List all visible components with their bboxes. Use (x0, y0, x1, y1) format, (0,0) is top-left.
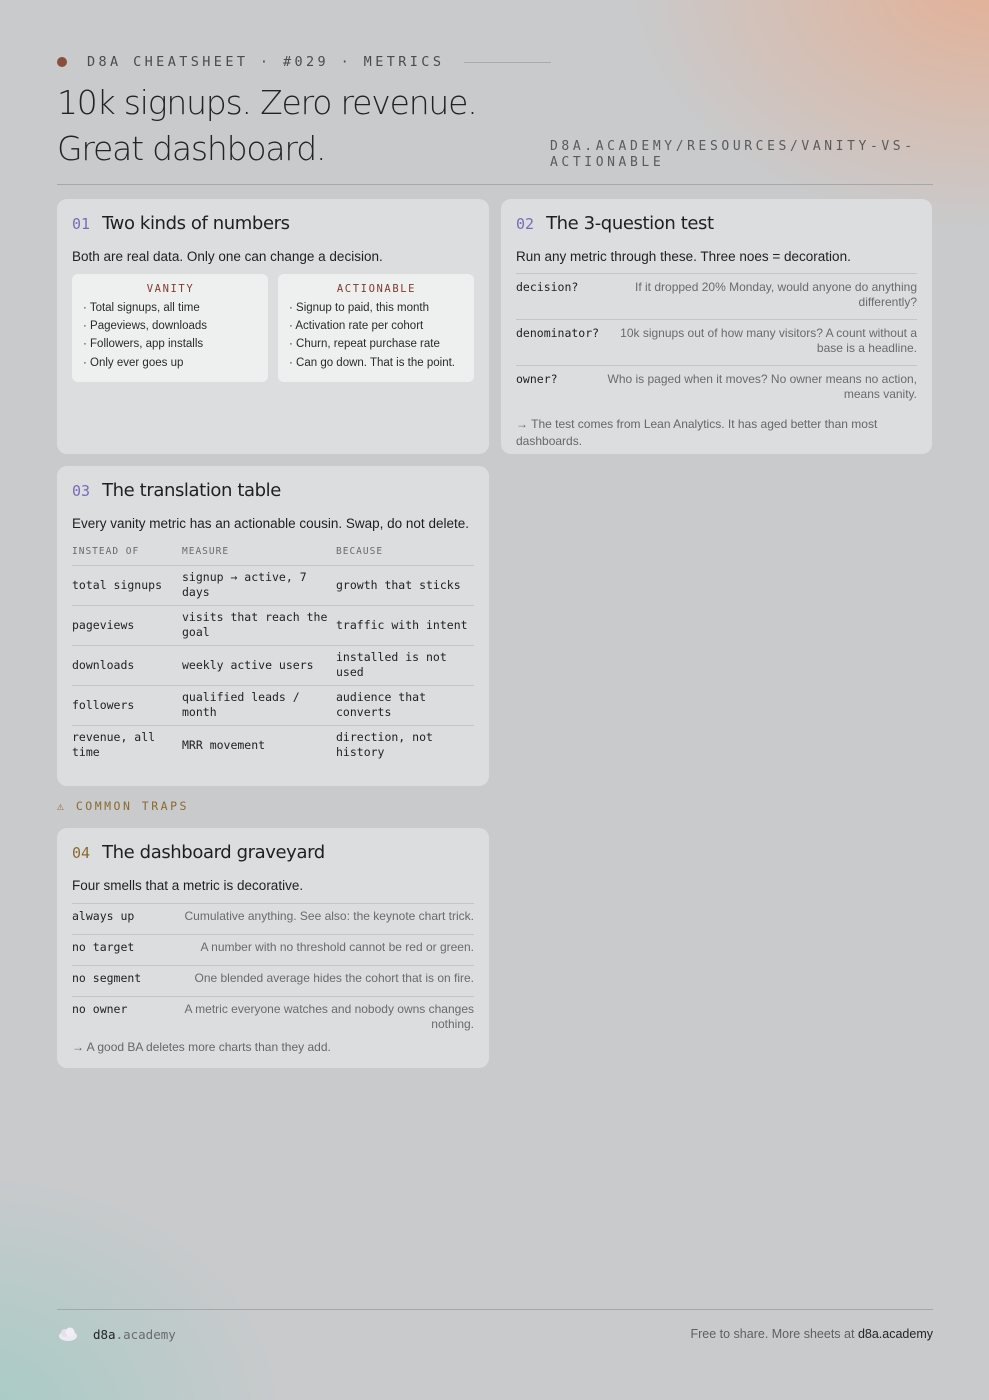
smell-key: no owner (72, 1002, 128, 1016)
smell-text: Cumulative anything. See also: the keynote chart trick. (184, 909, 474, 923)
table-row (72, 725, 474, 765)
card-number: 01 (72, 215, 91, 233)
list-item: · Pageviews, downloads (83, 320, 208, 333)
vanity-box (72, 274, 268, 382)
list-item: · Only ever goes up (83, 356, 184, 369)
card-number: 02 (516, 215, 535, 233)
table-cell: total signups (72, 565, 182, 605)
cloud-icon (57, 1326, 79, 1342)
card-note: → The test comes from Lean Analytics. It has aged better than most dashboards. (516, 417, 878, 448)
share-label: Free to share. More sheets at (690, 1327, 858, 1341)
card-title: The translation table (102, 480, 281, 501)
list-item (72, 996, 474, 1036)
kicker-divider (464, 62, 551, 63)
list-item (516, 365, 917, 411)
list-item: · Followers, app installs (83, 338, 204, 351)
resource-url[interactable]: D8A.ACADEMY/RESOURCES/VANITY-VS-ACTIONABLE (550, 139, 916, 170)
table-cell: audience that converts (336, 685, 474, 725)
smell-list (72, 903, 474, 1036)
question-text: Who is paged when it moves? No owner means no action, means vanity. (607, 372, 917, 401)
list-item: · Activation rate per cohort (289, 320, 424, 333)
card-three-question (501, 199, 932, 454)
column-header: MEASURE (182, 539, 336, 565)
share-text (690, 1327, 933, 1341)
brand-main: d8a (93, 1326, 116, 1342)
section-label-common-traps: ⚠ COMMON TRAPS (57, 799, 189, 813)
question-text: If it dropped 20% Monday, would anyone do anything differently? (635, 280, 917, 309)
table-row (72, 565, 474, 605)
header-divider (57, 184, 933, 185)
kicker-text: D8A CHEATSHEET · #029 · METRICS (87, 54, 445, 70)
translation-table (72, 539, 474, 765)
card-two-kinds (57, 199, 489, 454)
actionable-heading: ACTIONABLE (336, 283, 417, 295)
kicker (57, 54, 551, 70)
table-cell: revenue, all time (72, 730, 156, 760)
brand-name (93, 1327, 176, 1342)
card-subtitle: Four smells that a metric is decorative. (72, 878, 304, 893)
question-key: decision? (516, 280, 579, 294)
card-translation-table (57, 466, 489, 786)
table-cell: growth that sticks (336, 565, 474, 605)
column-header: INSTEAD OF (72, 539, 182, 565)
list-item (516, 319, 917, 365)
table-header-row (72, 539, 474, 565)
card-title: The dashboard graveyard (102, 842, 325, 863)
table-cell: installed is not used (336, 645, 474, 685)
list-item (72, 903, 474, 934)
card-subtitle: Every vanity metric has an actionable cousin. Swap, do not delete. (72, 516, 469, 531)
list-item (516, 273, 917, 319)
card-number: 04 (72, 844, 91, 862)
table-cell: MRR movement (182, 737, 266, 752)
question-key: owner? (516, 372, 558, 386)
table-cell: pageviews (72, 605, 182, 645)
brand-suffix: .academy (115, 1326, 176, 1342)
table-row (72, 645, 474, 685)
page-title: 10k signups. Zero revenue. Great dashboard. (57, 83, 477, 168)
card-header (72, 213, 474, 237)
table-row (72, 685, 474, 725)
footer-divider (57, 1309, 933, 1310)
actionable-box (278, 274, 474, 382)
card-header (516, 213, 917, 237)
card-subtitle: Run any metric through these. Three noes = decoration. (516, 249, 851, 264)
card-title: The 3-question test (546, 213, 714, 234)
share-link[interactable]: d8a.academy (857, 1327, 933, 1341)
table-cell: traffic with intent (336, 605, 474, 645)
footer-brand[interactable] (57, 1326, 176, 1342)
comparison-boxes (72, 274, 474, 382)
table-row (72, 605, 474, 645)
smell-text: One blended average hides the cohort that is on fire. (194, 971, 474, 985)
smell-text: A number with no threshold cannot be red or green. (200, 940, 474, 954)
vanity-heading: VANITY (146, 283, 195, 295)
card-header (72, 842, 474, 866)
question-list (516, 273, 917, 411)
table-cell: visits that reach the goal (182, 605, 336, 645)
card-dashboard-graveyard (57, 828, 489, 1068)
table-cell: qualified leads / month (182, 685, 336, 725)
kicker-dot-icon (57, 57, 67, 67)
list-item: · Signup to paid, this month (289, 302, 429, 314)
list-item: · Can go down. That is the point. (289, 356, 455, 369)
cheatsheet-page (57, 0, 933, 1400)
column-header: BECAUSE (336, 539, 474, 565)
list-item (72, 965, 474, 996)
card-subtitle: Both are real data. Only one can change a decision. (72, 249, 383, 264)
smell-key: no segment (72, 971, 142, 985)
card-header (72, 480, 474, 504)
list-item (72, 934, 474, 965)
question-text: 10k signups out of how many visitors? A count without a base is a headline. (620, 326, 917, 355)
smell-key: always up (72, 909, 135, 923)
table-cell: followers (72, 685, 182, 725)
smell-text: A metric everyone watches and nobody owns changes nothing. (184, 1002, 474, 1031)
table-cell: signup → active, 7 days (182, 565, 336, 605)
card-note: → A good BA deletes more charts than they add. (72, 1040, 331, 1054)
list-item: · Total signups, all time (83, 302, 200, 314)
card-number: 03 (72, 482, 91, 500)
table-cell: direction, not history (336, 730, 433, 760)
card-title: Two kinds of numbers (102, 213, 290, 234)
table-cell: downloads (72, 645, 182, 685)
table-cell: weekly active users (182, 645, 336, 685)
list-item: · Churn, repeat purchase rate (289, 338, 440, 351)
smell-key: no target (72, 940, 135, 954)
question-key: denominator? (516, 326, 600, 340)
